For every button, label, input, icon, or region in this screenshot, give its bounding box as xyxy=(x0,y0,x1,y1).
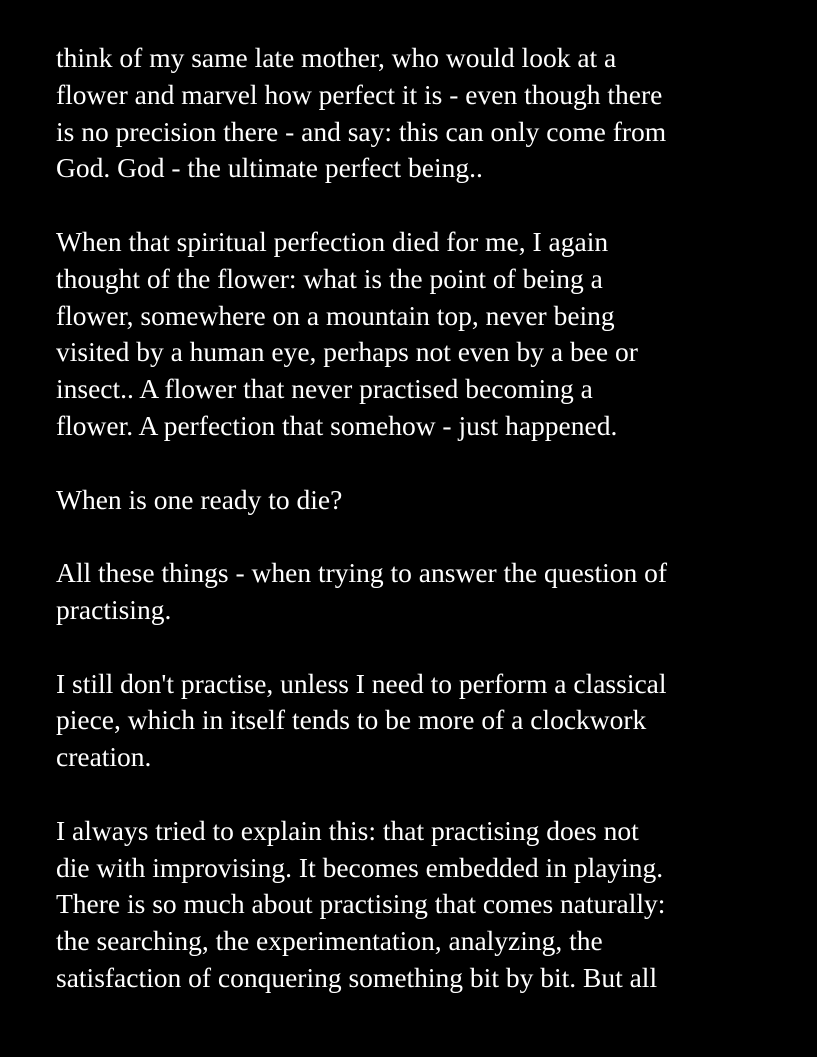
text-line: die with improvising. It becomes embedded in playing. xyxy=(56,851,664,883)
text-line: creation. xyxy=(56,741,152,773)
text-line: God. God - the ultimate perfect being.. xyxy=(56,152,483,184)
text-line: flower. A perfection that somehow - just happened. xyxy=(56,409,618,441)
text-line: flower and marvel how perfect it is - even though there xyxy=(56,78,663,110)
text-line: All these things - when trying to answer the question of xyxy=(56,557,668,589)
text-line: There is so much about practising that comes naturally: xyxy=(56,888,666,920)
text-line: insect.. A flower that never practised becoming a xyxy=(56,373,593,405)
text-line: visited by a human eye, perhaps not even by a bee or xyxy=(56,336,638,368)
text-line: When that spiritual perfection died for me, I again xyxy=(56,225,609,257)
text-line: flower, somewhere on a mountain top, never being xyxy=(56,299,615,331)
paragraph-5 xyxy=(56,666,796,776)
text-line: thought of the flower: what is the point of being a xyxy=(56,262,603,294)
paragraph-1 xyxy=(56,40,796,187)
text-line: is no precision there - and say: this can only come from xyxy=(56,115,667,147)
paragraph-2 xyxy=(56,224,796,445)
text-line: satisfaction of conquering something bit by bit. But all xyxy=(56,961,658,993)
text-line: think of my same late mother, who would look at a xyxy=(56,42,617,73)
paragraph-3 xyxy=(56,482,796,519)
paragraph-6 xyxy=(56,813,796,997)
text-line: the searching, the experimentation, analyzing, the xyxy=(56,925,603,957)
text-line: piece, which in itself tends to be more of a clockwork xyxy=(56,704,647,736)
text-line: I still don't practise, unless I need to perform a classical xyxy=(56,667,667,699)
paragraph-4 xyxy=(56,555,796,629)
text-line: practising. xyxy=(56,593,172,625)
text-line: When is one ready to die? xyxy=(56,483,343,515)
body-text xyxy=(56,40,796,1034)
text-line: I always tried to explain this: that practising does not xyxy=(56,814,639,846)
